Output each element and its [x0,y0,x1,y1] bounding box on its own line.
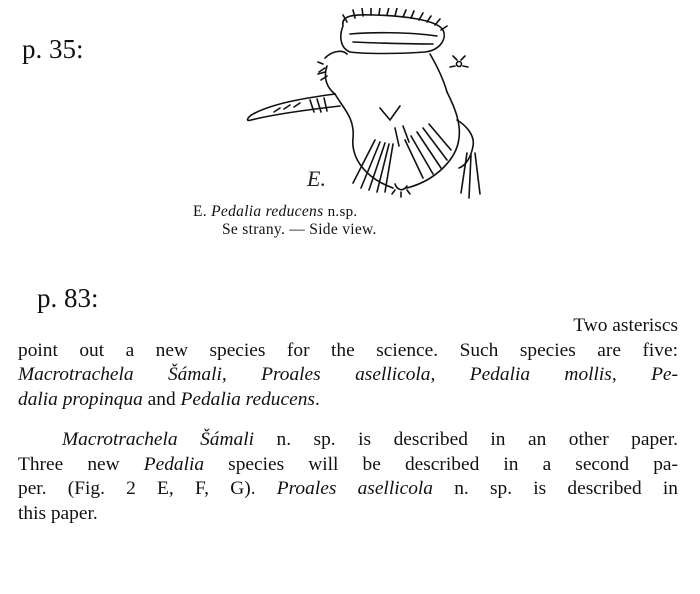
paragraph-2-line-4: this paper. [18,502,98,524]
paragraph-2-line-1-rest: n. sp. is described in an other paper. [253,429,678,450]
pedalia-reducens-illustration [175,8,485,203]
paragraph-2-line-2-start: Three new [18,453,144,475]
paragraph-1-line-1: Two asteriscs [573,315,678,336]
genus-pedalia: Pedalia [143,453,205,475]
page-label-83: p. 83: [37,283,99,313]
species-list-italic: Macrotrachela Šámali, Proales asellicola, Pedalia mollis, Pe- [18,364,678,386]
figure-reference: per. (Fig. 2 E, F, G). [18,478,277,500]
figure-caption-line1 [193,203,357,221]
period: . [314,388,320,410]
species-pedalia-reducens: Pedalia reducens [180,388,315,410]
paragraph-1-line-3 [18,363,678,388]
figure-letter-label: E. [307,166,326,191]
species-macrotrachela-samali: Macrotrachela Šámali [62,429,254,450]
species-proales-asellicola: Proales asellicola [276,478,433,500]
paragraph-2-line-2 [18,453,678,478]
paragraph-2-line-1 [18,428,678,453]
paragraph-2-line-3-rest: n. sp. is described in [432,478,678,500]
paragraph-2-line-3 [18,477,678,502]
caption-species-name: Pedalia reducens [211,203,324,220]
paragraph-2-line-2-rest: species will be described in a second pa- [204,453,678,475]
figure-caption-line2: Se strany. — Side view. [222,221,377,238]
paragraph-1-line-4 [18,388,678,413]
caption-prefix: E. [193,203,207,220]
conjunction-and: and [142,388,181,410]
caption-suffix: n.sp. [327,204,358,220]
paragraph-1 [18,314,678,412]
species-pedalia-propinqua: dalia propinqua [18,388,143,410]
paragraph-2 [18,428,678,526]
page-label-35: p. 35: [22,34,84,64]
paragraph-1-line-2: point out a new species for the science. Such species are five: [18,339,678,361]
